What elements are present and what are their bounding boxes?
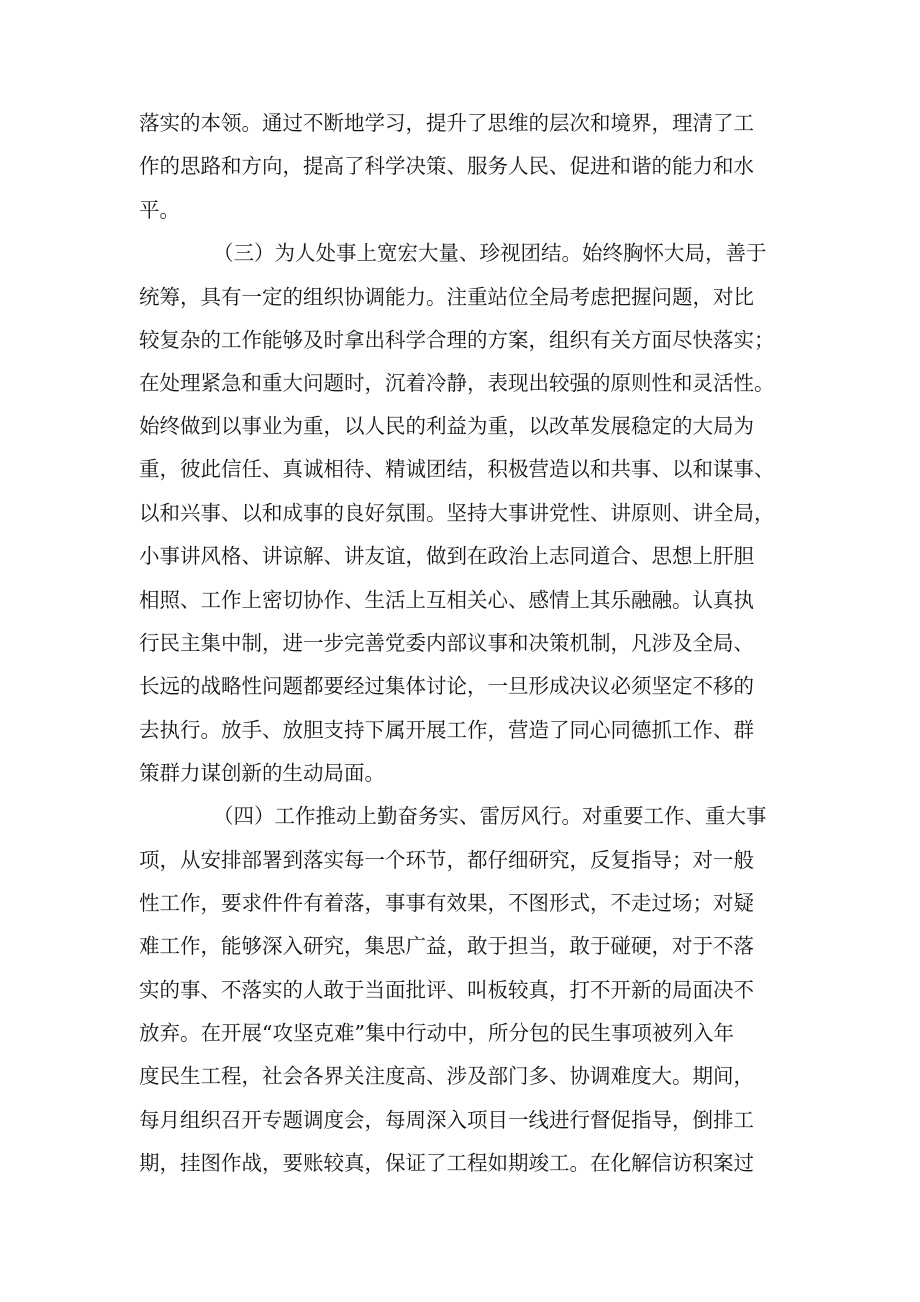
text-line: 长远的战略性问题都要经过集体讨论，一旦形成决议必须坚定不移的 (139, 674, 754, 698)
text-line: 统筹，具有一定的组织协调能力。注重站位全局考虑把握问题，对比 (139, 285, 754, 309)
text-line: 在处理紧急和重大问题时，沉着冷静，表现出较强的原则性和灵活性。 (139, 371, 775, 395)
text-line: 实的事、不落实的人敢于当面批评、叫板较真，打不开新的局面决不 (139, 978, 754, 1002)
text-line: 较复杂的工作能够及时拿出科学合理的方案，组织有关方面尽快落实； (139, 328, 775, 352)
text-line: 以和兴事、以和成事的良好氛围。坚持大事讲党性、讲原则、讲全局， (139, 501, 775, 525)
text-line: 期，挂图作战，要账较真，保证了工程如期竣工。在化解信访积案过 (139, 1151, 754, 1175)
text-line: 去执行。放手、放胆支持下属开展工作，营造了同心同德抓工作、群 (139, 718, 754, 742)
section-heading-line: （三）为人处事上宽宏大量、珍视团结。始终胸怀大局，善于 (213, 241, 767, 265)
text-line: 每月组织召开专题调度会，每周深入项目一线进行督促指导，倒排工 (139, 1108, 754, 1132)
text-line: 始终做到以事业为重，以人民的利益为重，以改革发展稳定的大局为 (139, 414, 754, 438)
text-line: 策群力谋创新的生动局面。 (139, 761, 385, 785)
text-line: 度民生工程，社会各界关注度高、涉及部门多、协调难度大。期间， (139, 1064, 754, 1088)
text-line: 性工作，要求件件有着落，事事有效果，不图形式，不走过场；对疑 (139, 891, 754, 915)
text-line: 小事讲风格、讲谅解、讲友谊，做到在政治上志同道合、思想上肝胆 (139, 544, 754, 568)
section-heading-line: （四）工作推动上勤奋务实、雷厉风行。对重要工作、重大事 (213, 804, 767, 828)
text-line: 作的思路和方向，提高了科学决策、服务人民、促进和谐的能力和水 (139, 154, 754, 178)
text-line: 放弃。在开展“攻坚克难”集中行动中，所分包的民生事项被列入年 (139, 1021, 734, 1045)
text-line: 行民主集中制，进一步完善党委内部议事和决策机制，凡涉及全局、 (139, 631, 754, 655)
text-line: 相照、工作上密切协作、生活上互相关心、感情上其乐融融。认真执 (139, 588, 754, 612)
text-line: 重，彼此信任、真诚相待、精诚团结，积极营造以和共事、以和谋事、 (139, 457, 775, 481)
text-line: 项，从安排部署到落实每一个环节，都仔细研究，反复指导；对一般 (139, 848, 754, 872)
text-line: 难工作，能够深入研究，集思广益，敢于担当，敢于碰硬，对于不落 (139, 934, 754, 958)
text-line: 落实的本领。通过不断地学习，提升了思维的层次和境界，理清了工 (139, 111, 754, 135)
text-line: 平。 (139, 198, 180, 222)
